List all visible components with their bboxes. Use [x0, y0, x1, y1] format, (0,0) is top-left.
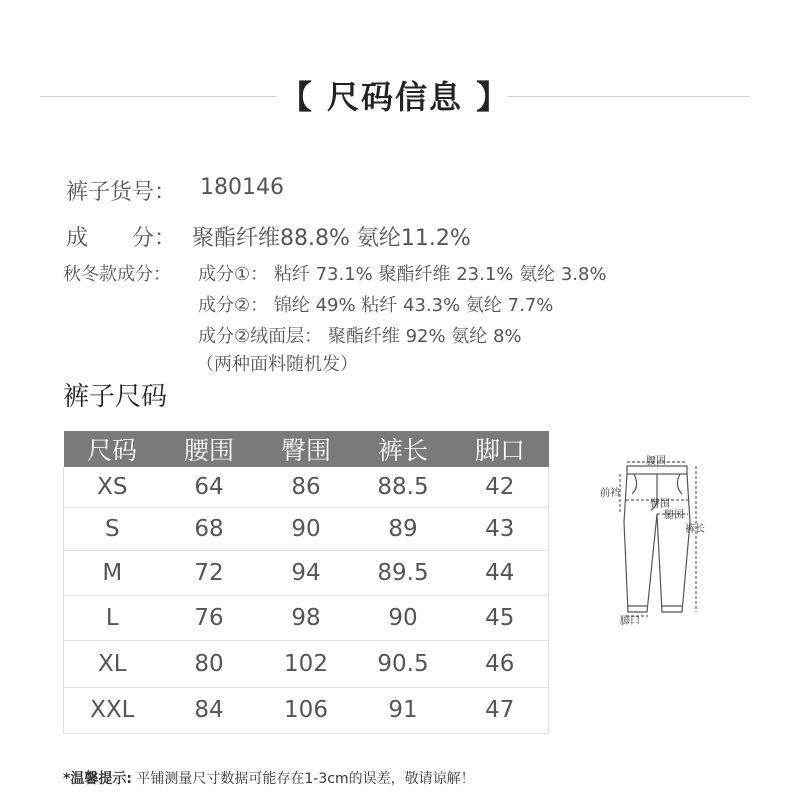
table-row: [64, 550, 549, 595]
table-cell: 90: [258, 507, 355, 550]
winter-note: （两种面料随机发）: [196, 354, 358, 375]
table-cell: 80: [161, 640, 258, 687]
size-table-header: [64, 431, 549, 467]
table-cell: 45: [452, 595, 549, 640]
table-cell: S: [64, 507, 161, 550]
size-section-title: 裤子尺码: [63, 382, 168, 412]
footer-note: [63, 768, 475, 788]
pocket-left-shape: [632, 474, 637, 494]
table-cell: 64: [161, 467, 258, 507]
diagram-label-hip: 臀围: [650, 499, 670, 510]
col-header-waist: 腰围: [161, 431, 258, 467]
table-cell: 84: [161, 687, 258, 733]
table-cell: L: [64, 595, 161, 640]
table-cell: 98: [258, 595, 355, 640]
size-table: [63, 431, 549, 734]
footer-text: 平铺测量尺寸数据可能存在1-3cm的误差，敬请谅解！: [136, 771, 475, 787]
table-cell: 68: [161, 507, 258, 550]
winter-line-2: 成分②： 锦纶 49% 粘纤 43.3% 氨纶 7.7%: [198, 295, 554, 316]
table-cell: 88.5: [355, 467, 452, 507]
composition-label: 成 分：: [66, 226, 177, 251]
table-cell: 46: [452, 640, 549, 687]
winter-line-1: 成分①： 粘纤 73.1% 聚酯纤维 23.1% 氨纶 3.8%: [198, 264, 607, 285]
table-row: [64, 640, 549, 687]
col-header-hem: 脚口: [452, 431, 549, 467]
col-header-hip: 臀围: [258, 431, 355, 467]
item-no-label: 裤子货号：: [66, 180, 177, 205]
col-header-length: 裤长: [355, 431, 452, 467]
pants-measurement-diagram: [600, 452, 710, 627]
table-cell: 102: [258, 640, 355, 687]
winter-label: 秋冬款成分：: [63, 264, 171, 285]
table-cell: 43: [452, 507, 549, 550]
table-cell: 44: [452, 550, 549, 595]
table-cell: 47: [452, 687, 549, 733]
diagram-label-rise: 前裆: [600, 488, 620, 499]
table-cell: 106: [258, 687, 355, 733]
diagram-label-hem: 脚口: [620, 616, 640, 627]
table-row: [64, 687, 549, 733]
table-row: [64, 595, 549, 640]
table-cell: M: [64, 550, 161, 595]
table-cell: 90.5: [355, 640, 452, 687]
item-no-value: 180146: [200, 175, 284, 200]
table-cell: XL: [64, 640, 161, 687]
diagram-label-length: 裤长: [685, 524, 705, 535]
pocket-right-shape: [677, 474, 682, 494]
page-title: 【 尺码信息 】: [279, 78, 511, 116]
diagram-label-thigh: 腿围: [664, 510, 684, 521]
composition-value: 聚酯纤维88.8% 氨纶11.2%: [192, 226, 471, 251]
table-cell: 91: [355, 687, 452, 733]
table-cell: 90: [355, 595, 452, 640]
table-cell: 94: [258, 550, 355, 595]
table-cell: 89: [355, 507, 452, 550]
table-cell: 89.5: [355, 550, 452, 595]
pants-waistband-shape: [627, 466, 687, 474]
footer-label: *温馨提示:: [63, 771, 132, 787]
table-cell: 86: [258, 467, 355, 507]
col-header-size: 尺码: [64, 431, 161, 467]
winter-line-3: 成分②绒面层： 聚酯纤维 92% 氨纶 8%: [198, 326, 522, 347]
table-row: [64, 507, 549, 550]
table-cell: XXL: [64, 687, 161, 733]
table-cell: 76: [161, 595, 258, 640]
table-cell: 72: [161, 550, 258, 595]
table-cell: XS: [64, 467, 161, 507]
table-cell: 42: [452, 467, 549, 507]
table-row: [64, 467, 549, 507]
diagram-label-waist: 腰围: [646, 456, 666, 467]
